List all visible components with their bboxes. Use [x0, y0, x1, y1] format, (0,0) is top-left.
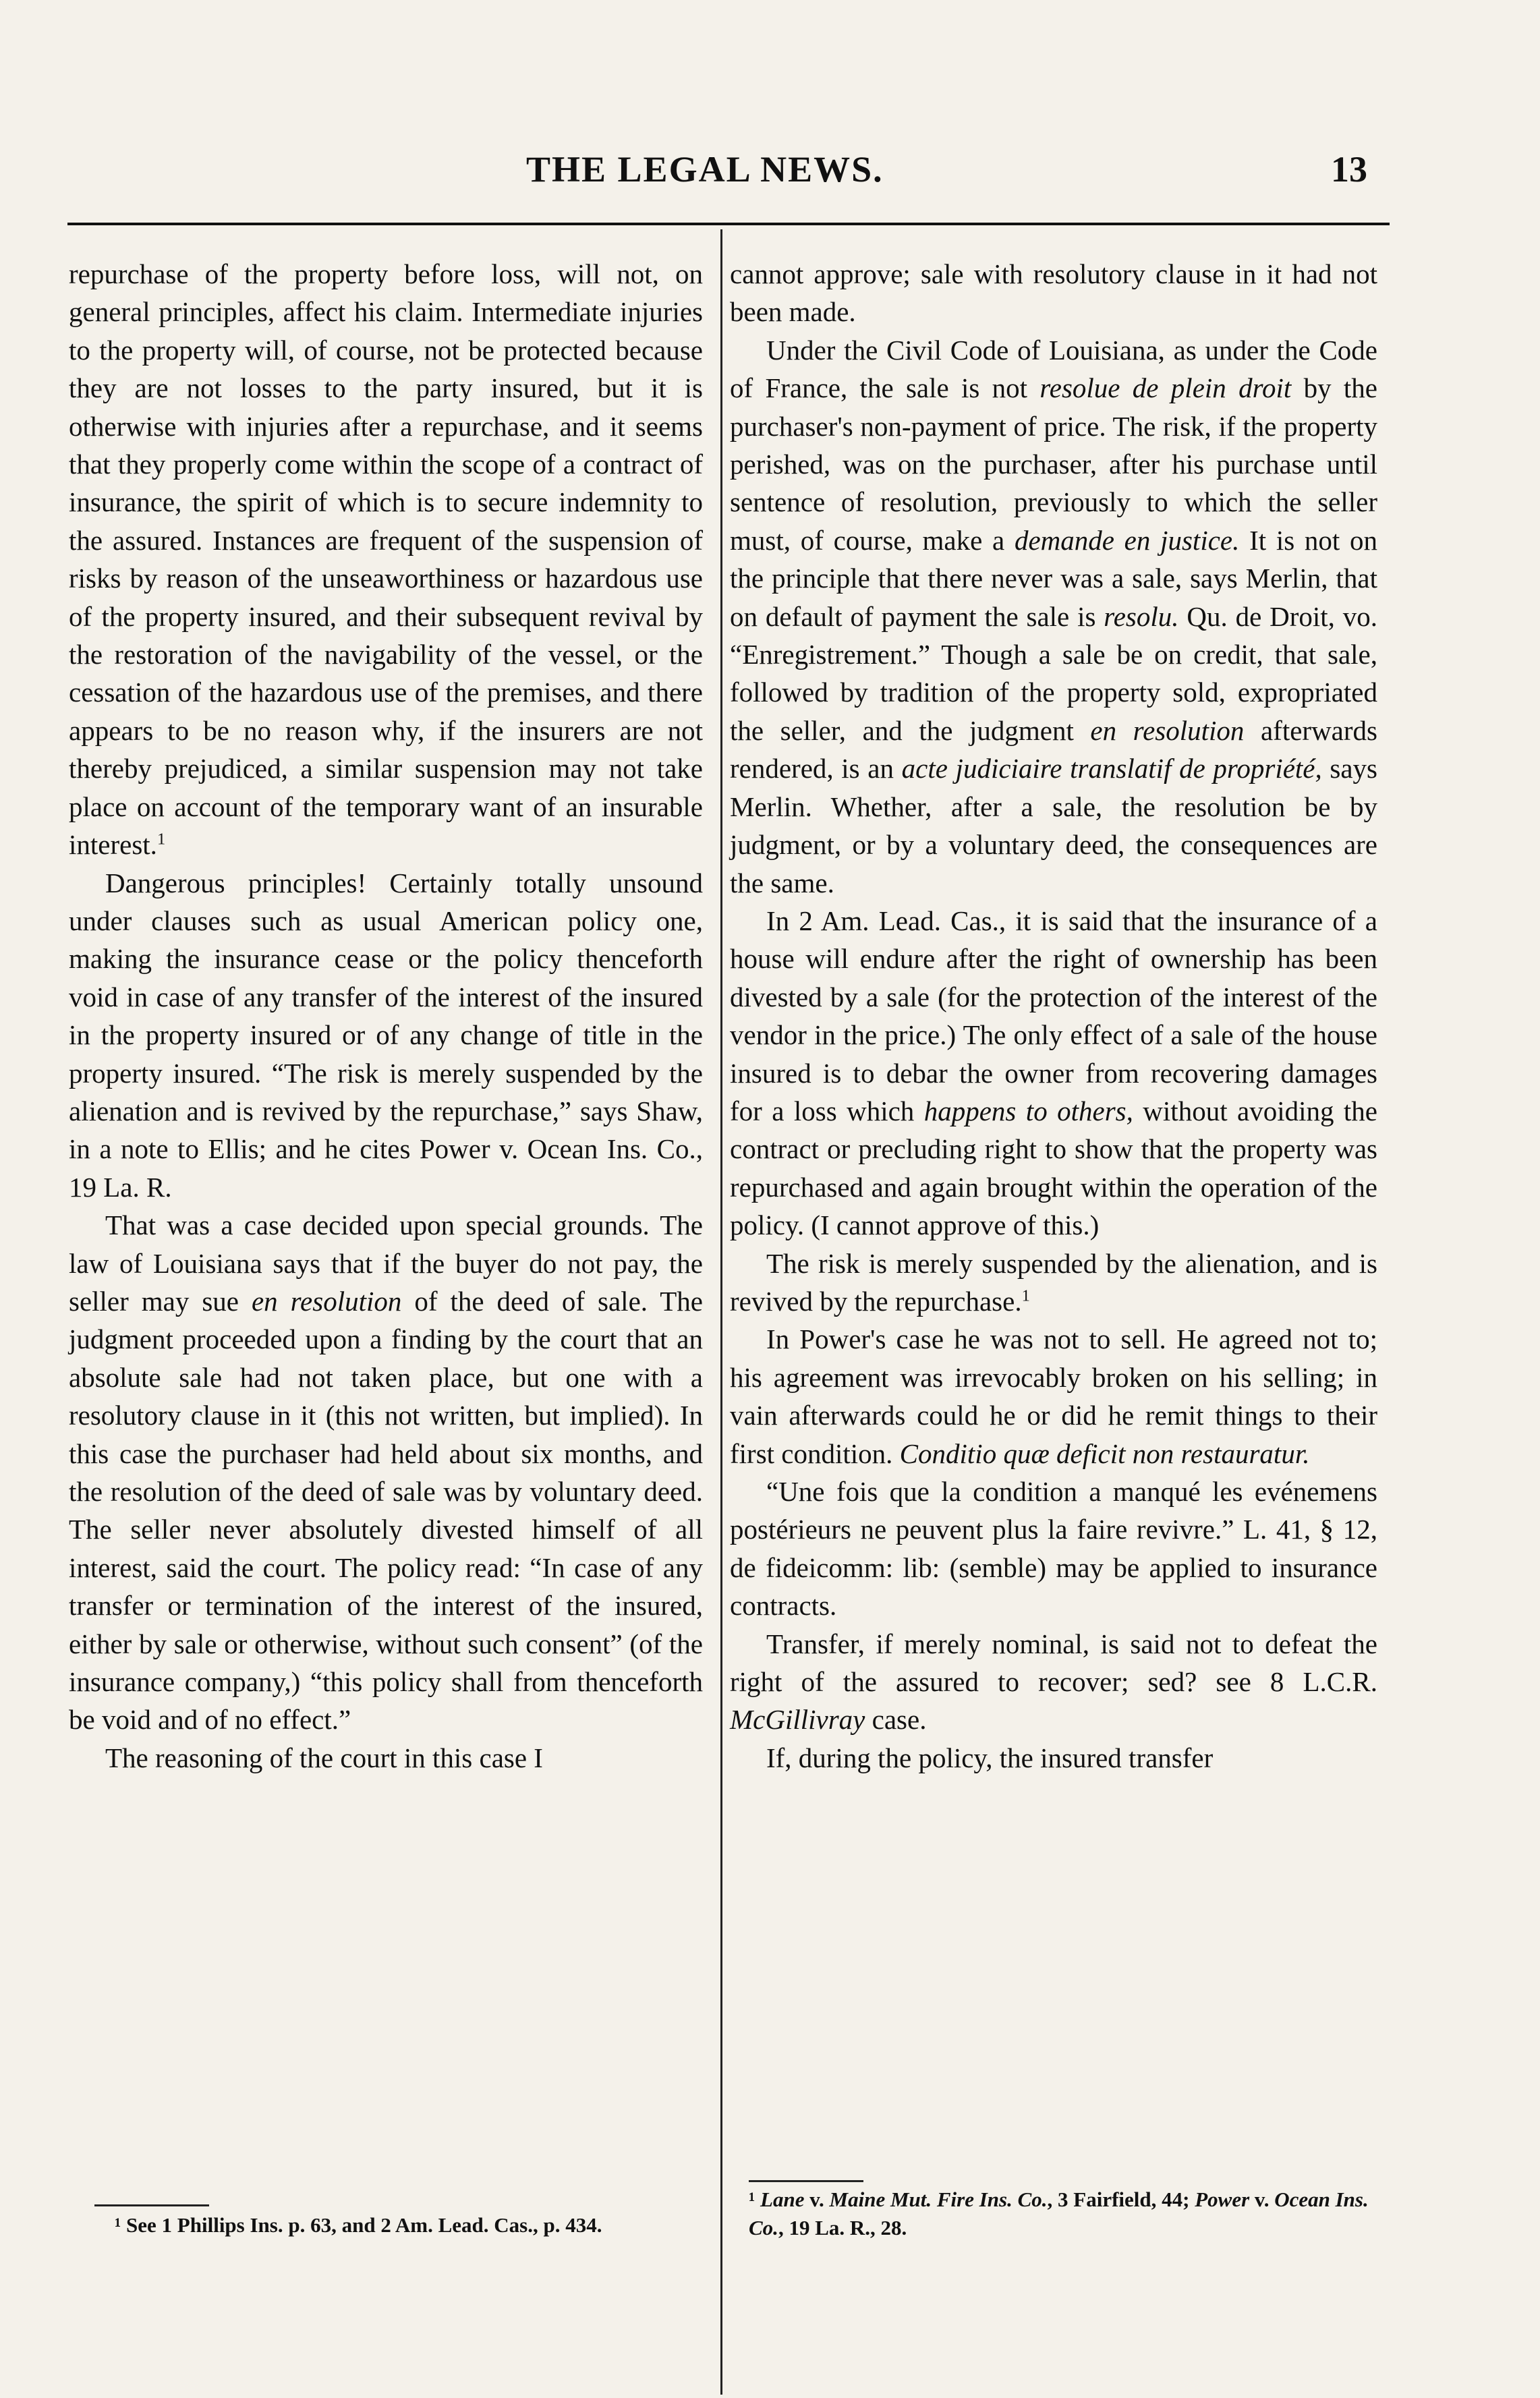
left-p3-italic: en resolution — [251, 1285, 402, 1317]
right-paragraph-5 — [730, 1320, 1377, 1473]
page-header — [0, 148, 1540, 209]
right-p3-text-b: without avoiding the contract or precluding right to show that the property was repurchased and again brought within the operation of the policy. (I cannot approve of this.) — [730, 1095, 1378, 1241]
right-p7-italic-1: McGillivray — [730, 1704, 865, 1736]
right-p2-text-c: It is not on the principle that there never was a sale, says Merlin, that on default of payment the sale is — [730, 524, 1377, 632]
right-fn-text-e: , 19 La. R., 28. — [778, 2216, 907, 2239]
right-fn-italic-1: Lane — [760, 2188, 805, 2211]
right-p4-text: The risk is merely suspended by the alienation, and is revived by the repurchase. — [730, 1247, 1377, 1317]
right-p5-italic-1: Conditio quæ deficit non restauratur. — [899, 1437, 1310, 1469]
left-p3-text-a: That was a case decided upon special grounds. The law of Louisiana says that if the buyer do not pay, the seller may sue — [69, 1209, 703, 1317]
page-number: 13 — [1331, 149, 1367, 190]
right-p2-italic-5: acte judiciaire translatif de propriété, — [901, 753, 1322, 784]
right-paragraph-1: cannot approve; sale with resolutory clause in it had not been made. — [730, 258, 1377, 328]
right-fn-italic-3: Power — [1195, 2188, 1250, 2211]
right-fn-text-c: , 3 Fairfield, 44; — [1047, 2188, 1195, 2211]
left-p3-text-b: of the deed of sale. The judgment proceeded upon a finding by the court that an absolute sale had not taken place, but one with a resolutory clause in it (this not written, but implied). In this case the purchaser had held about six months, and the resolution of the deed of sale was by voluntary deed. The seller never absolutely divested himself of all interest, said the court. The policy read: “In case of any transfer or termination of the interest of the insured, either by sale or otherwise, without such consent” (of the insurance company,) “this policy shall from thenceforth be void and of no effect.” — [69, 1285, 703, 1736]
right-paragraph-4 — [730, 1245, 1377, 1321]
left-column — [69, 255, 703, 1777]
left-p1-text: repurchase of the property before loss, will not, on general principles, affect his claim. Intermediate injuries to the property will, of course, not be protected because they are not losses to the party insured, but it is otherwise with injuries after a repurchase, and it seems that they properly come within the scope of a contract of insurance, the spirit of which is to secure indemnity to the assured. Instances are frequent of the suspension of risks by reason of the unseaworthiness or hazardous use of the property insured, and their subsequent revival by the restoration of the navigability of the vessel, or the cessation of the hazardous use of the premises, and there appears to be no reason why, if the insurers are not thereby prejudiced, a similar suspension may not take place on account of the temporary want of an insurable interest. — [69, 258, 703, 861]
footnote-marker: 1 — [156, 830, 166, 849]
right-p2-italic-2: demande en justice. — [1014, 524, 1240, 556]
right-p5-text-a: In Power's case he was not to sell. He agreed not to; his agreement was irrevocably broken on his selling; in vain afterwards could he or did he remit things to their first condition. — [730, 1323, 1377, 1469]
right-p7-text-a: Transfer, if merely nominal, is said not to defeat the right of the assured to recover; sed? see 8 L.C.R. — [730, 1628, 1377, 1698]
right-fn-text-b: v. — [804, 2188, 830, 2211]
right-paragraph-2 — [730, 331, 1377, 902]
right-p2-text-b: by the purchaser's non-payment of price. The risk, if the property perished, was on the purchaser, after his purchase until sentence of resolution, previously to which the seller must, of course, make a — [730, 372, 1378, 556]
right-paragraph-7 — [730, 1625, 1377, 1739]
right-p2-text-e: afterwards rendered, is an — [730, 714, 1377, 784]
right-p2-italic-4: en resolution — [1090, 714, 1245, 746]
right-p3-text-a: In 2 Am. Lead. Cas., it is said that the insurance of a house will endure after the right of ownership has been divested by a sale (for the protection of the interest of the vendor in the price.) The only effect of a sale of the house insured is to debar the owner from recovering damages for a loss which — [730, 905, 1377, 1126]
right-p2-italic-1: resolue de plein droit — [1039, 372, 1292, 404]
right-p2-text-f: says Merlin. Whether, after a sale, the resolution be by judgment, or by a voluntary deed, the consequences are the same. — [730, 753, 1377, 898]
right-fn-text-d: v. — [1249, 2188, 1275, 2211]
column-divider — [720, 229, 722, 2395]
right-p2-text-a: Under the Civil Code of Louisiana, as under the Code of France, the sale is not — [730, 334, 1377, 404]
journal-title: THE LEGAL NEWS. — [526, 149, 884, 190]
right-p2-italic-3: resolu. — [1104, 600, 1179, 632]
left-footnote: ¹ See 1 Phillips Ins. p. 63, and 2 Am. Lead. Cas., p. 434. — [115, 2213, 602, 2237]
right-footnote-rule — [749, 2180, 863, 2182]
left-paragraph-2: Dangerous principles! Certainly totally unsound under clauses such as usual American policy one, making the insurance cease or the policy thenceforth void in case of any transfer of the interest of the insured in the property insured or of any change of title in the property insured. “The risk is merely suspended by the alienation and is revived by the repurchase,” says Shaw, in a note to Ellis; and he cites Power v. Ocean Ins. Co., 19 La. R. — [69, 867, 703, 1203]
right-paragraph-6: “Une fois que la condition a manqué les evénemens postérieurs ne peuvent plus la faire revivre.” L. 41, § 12, de fideicomm: lib: (semble) may be applied to insurance contracts. — [730, 1476, 1377, 1622]
right-paragraph-3 — [730, 902, 1377, 1245]
right-fn-italic-4: Ocean Ins. Co. — [749, 2188, 1369, 2239]
right-footnote — [749, 2186, 1396, 2242]
left-paragraph-4: The reasoning of the court in this case I — [105, 1742, 543, 1773]
left-footnote-rule — [94, 2204, 209, 2206]
right-p2-text-d: Qu. de Droit, vo. “Enregistrement.” Though a sale be on credit, that sale, followed by tradition of the property sold, expropriated the seller, and the judgment — [730, 600, 1378, 746]
right-p7-text-b: case. — [865, 1704, 927, 1736]
left-paragraph-1 — [69, 255, 703, 864]
left-paragraph-3 — [69, 1206, 703, 1739]
footnote-marker: 1 — [1021, 1286, 1030, 1305]
right-column — [730, 255, 1377, 1777]
header-rule — [67, 223, 1390, 225]
right-fn-italic-2: Maine Mut. Fire Ins. Co. — [829, 2188, 1048, 2211]
right-fn-text-a: ¹ — [749, 2188, 761, 2211]
right-paragraph-8: If, during the policy, the insured transfer — [766, 1742, 1214, 1773]
right-p3-italic-1: happens to others, — [923, 1095, 1133, 1126]
